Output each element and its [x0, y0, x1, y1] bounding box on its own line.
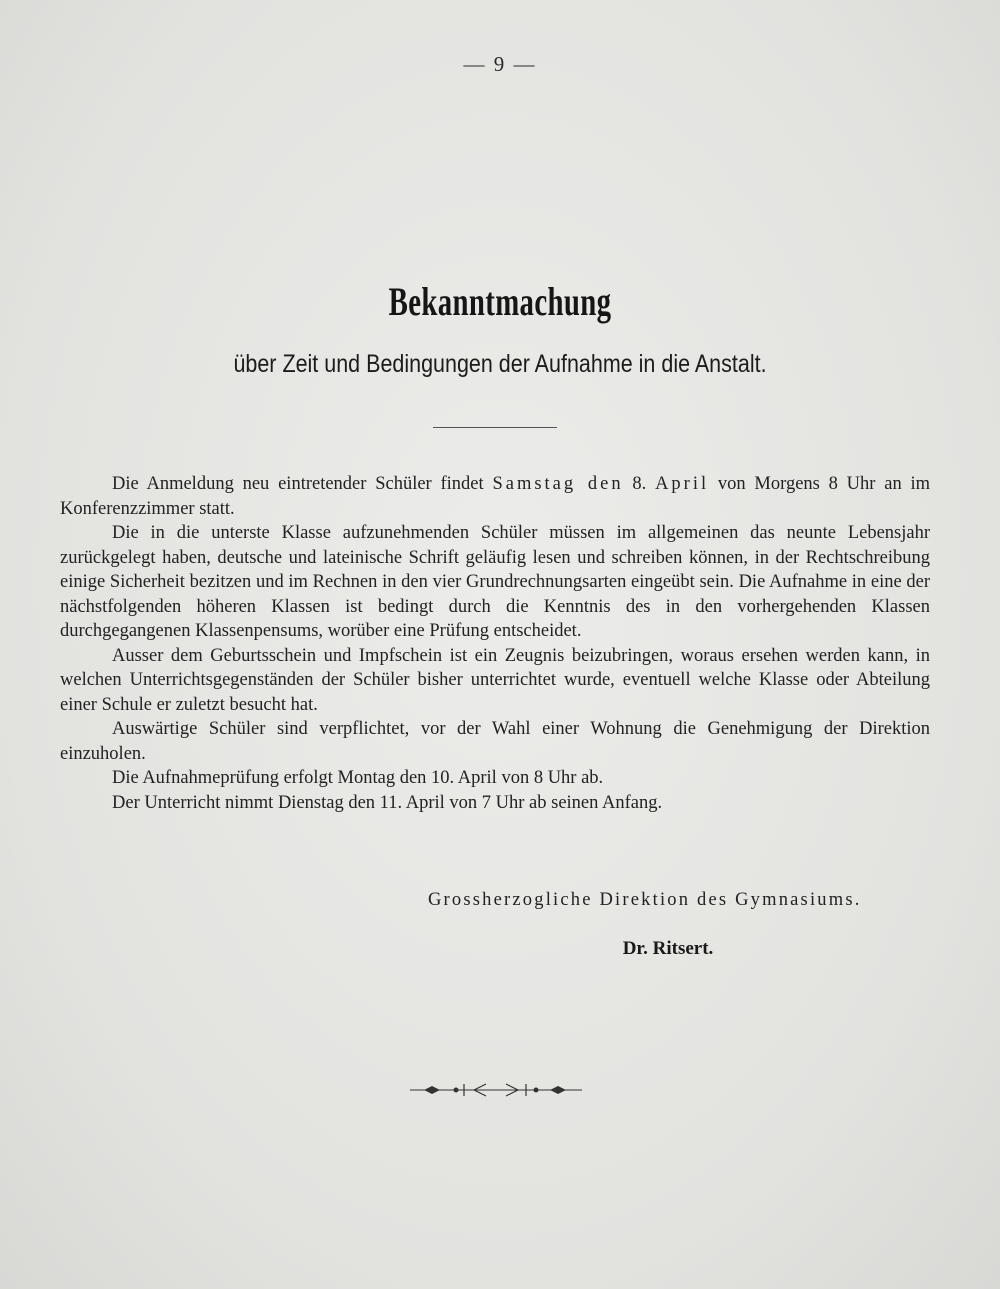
- paragraph-registration: Die Anmeldung neu eintretender Schüler findet Samstag den 8. April von Morgens 8 Uhr an im Konferenzzimmer statt.: [60, 474, 930, 519]
- paragraph-exam-date: Die Aufnahmeprüfung erfolgt Montag den 10. April von 8 Uhr ab.: [112, 768, 604, 788]
- paragraph-external-students: Auswärtige Schüler sind verpflichtet, vor der Wahl einer Wohnung die Genehmigung der Direktion einzuholen.: [60, 719, 930, 764]
- page-number: — 9 —: [463, 52, 537, 76]
- page-title: Bekanntmachung: [388, 279, 612, 324]
- paragraph-lessons-start: Der Unterricht nimmt Dienstag den 11. April von 7 Uhr ab seinen Anfang.: [112, 792, 663, 813]
- signature-name: Dr. Ritsert.: [622, 938, 714, 959]
- paragraph-documents: Ausser dem Geburtsschein und Impfschein ist ein Zeugnis beizubringen, woraus ersehen werden kann, in welchen Unterrichtsgegenständen der Schüler bisher unterrichtet wurde, eventuell welche Klasse oder Abteilung einer Schule er zuletzt besucht hat.: [60, 645, 930, 715]
- ornament-divider: [408, 1080, 584, 1100]
- announcement-body: [60, 472, 930, 815]
- signature-organization: Grossherzogliche Direktion des Gymnasiums.: [428, 890, 862, 910]
- page-subtitle: über Zeit und Bedingungen der Aufnahme in die Anstalt.: [233, 350, 767, 378]
- title-divider: [433, 427, 557, 428]
- paragraph-requirements: Die in die unterste Klasse aufzunehmenden Schüler müssen im allgemeinen das neunte Lebensjahr zurückgelegt haben, deutsche und lateinische Schrift geläufig lesen und schreiben können, in der Rechtschreibung einige Sicherheit bezitzen und im Rechnen in den vier Grundrechnungsarten eingeübt sein. Die Aufnahme in eine der nächstfolgenden höheren Klassen ist bedingt durch die Kenntnis des in den vorhergehenden Klassen durchgegangenen Klassenpensums, worüber eine Prüfung entscheidet.: [60, 523, 930, 641]
